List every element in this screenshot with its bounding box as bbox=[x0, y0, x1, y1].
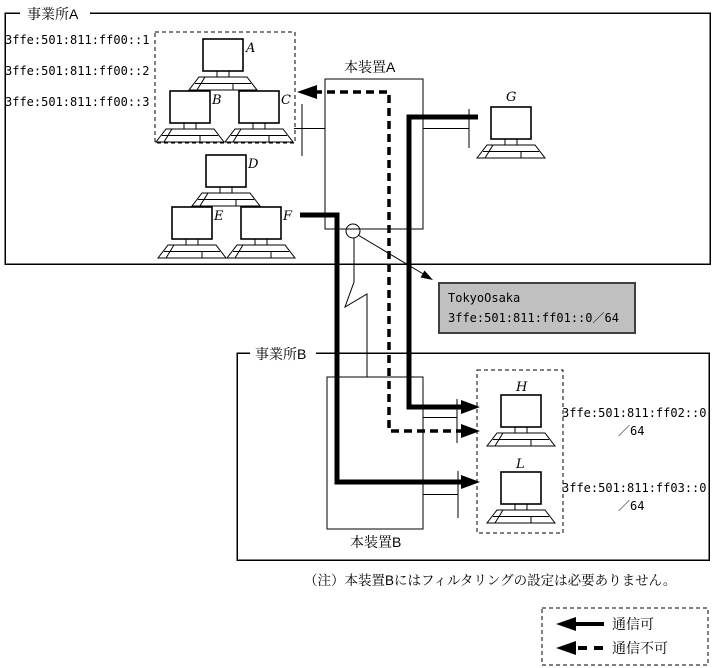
legend-allowed-arrow-icon bbox=[556, 617, 604, 631]
address-ff00-1: 3ffe:501:811:ff00::1 bbox=[5, 33, 150, 47]
computer-d-label: D bbox=[248, 157, 259, 172]
legend-box bbox=[542, 608, 708, 665]
computer-a-label: A bbox=[246, 41, 256, 56]
computer-g-icon bbox=[477, 107, 545, 158]
device-b-label: 本装置B bbox=[350, 534, 402, 550]
wan-link-line bbox=[345, 224, 367, 377]
device-a-label: 本装置A bbox=[344, 59, 396, 75]
computer-b-label: B bbox=[212, 93, 222, 108]
lan-segment-l bbox=[423, 471, 458, 518]
computer-h-icon bbox=[487, 395, 555, 446]
office-b-frame bbox=[237, 344, 709, 560]
callout-pointer bbox=[358, 235, 433, 280]
legend-blocked-arrow-icon bbox=[556, 641, 604, 655]
computer-h-label: H bbox=[516, 380, 528, 395]
address-ff03: 3ffe:501:811:ff03::0 bbox=[562, 481, 707, 495]
computer-e-label: E bbox=[214, 209, 224, 224]
office-b-label: 事業所B bbox=[255, 346, 307, 362]
computer-g-label: G bbox=[506, 90, 517, 105]
address-ff02-prefix: ／64 bbox=[618, 424, 645, 438]
computer-l-label: L bbox=[516, 457, 525, 472]
interface-circle bbox=[346, 224, 360, 238]
address-ff03-prefix: ／64 bbox=[618, 499, 645, 513]
callout-box bbox=[439, 283, 635, 333]
computer-f-label: F bbox=[283, 209, 293, 224]
address-ff02: 3ffe:501:811:ff02::0 bbox=[562, 406, 707, 420]
legend-blocked-label: 通信不可 bbox=[612, 640, 668, 656]
office-a-label: 事業所A bbox=[27, 6, 79, 22]
computer-l-icon bbox=[487, 472, 555, 523]
callout-address: 3ffe:501:811:ff01::0／64 bbox=[448, 311, 619, 325]
note-text: （注）本装置Bにはフィルタリングの設定は必要ありません。 bbox=[304, 573, 677, 588]
computer-c-label: C bbox=[281, 93, 291, 108]
route-allowed-g-to-h bbox=[409, 117, 480, 414]
address-ff00-3: 3ffe:501:811:ff00::3 bbox=[5, 95, 150, 109]
lan-segment-office-a-left bbox=[294, 104, 325, 156]
legend-allowed-label: 通信可 bbox=[612, 616, 654, 632]
address-ff00-2: 3ffe:501:811:ff00::2 bbox=[5, 64, 150, 78]
callout-name: TokyoOsaka bbox=[448, 291, 521, 305]
